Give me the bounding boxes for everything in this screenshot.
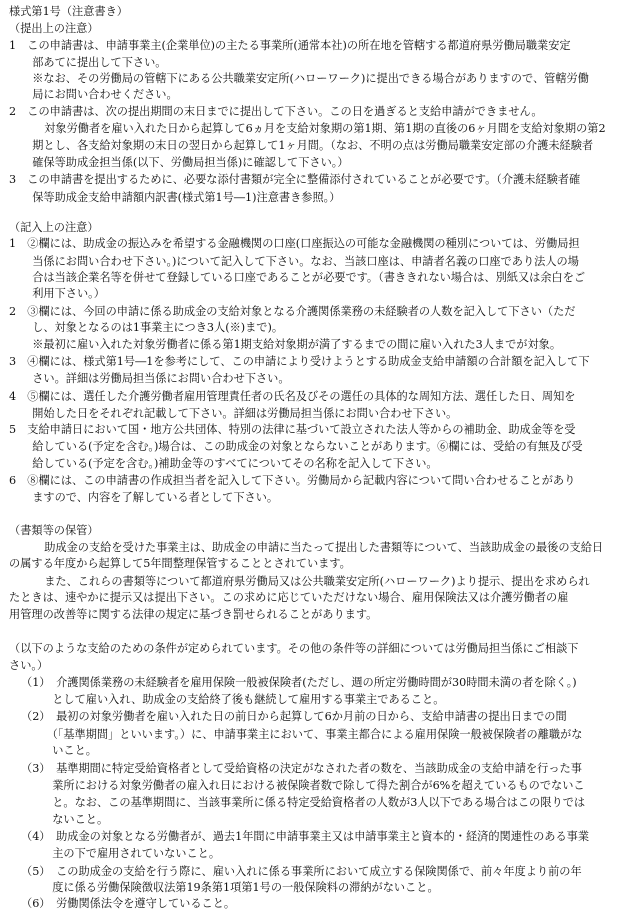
- text-line: さい。）: [9, 659, 49, 672]
- text-line: （5） この助成金の支給を行う際に、雇い入れに係る事業所において成立する保険関係で、前々年度より前の年: [21, 865, 582, 878]
- text-line: 部あてに提出して下さい。: [21, 56, 167, 69]
- text-line: ないこと。: [41, 813, 109, 826]
- text-line: ※なお、その労働局の管轄下にある公共職業安定所(ハローワーク)に提出できる場合がありますので、管轄労働: [21, 72, 589, 85]
- text-line: 4 ⑤欄には、選任した介護労働者雇用管理責任者の氏名及びその選任の具体的な周知方法、選任した日、周知を: [9, 390, 576, 403]
- text-line: 局にお問い合わせください。: [21, 88, 178, 101]
- text-line: 期とし、各支給対象期の末日の翌日から起算して1ヶ月間。（なお、不明の点は労働局職業安定部の介護未経験者: [21, 139, 594, 152]
- text-line: 業所における対象労働者の雇入れ日における被保険者数で除して得た割合が6%を超えているものでないこ: [41, 779, 585, 792]
- text-line: （以下のような支給のための条件が定められています。その他の条件等の詳細については労働局担当係にご相談下: [9, 642, 579, 655]
- text-line: 3 この申請書を提出するために、必要な添付書類が完全に整備添付されていることが必要です。（介護未経験者確: [9, 173, 581, 186]
- text-line: 2 この申請書は、次の提出期間の末日までに提出して下さい。この日を過ぎると支給申請ができません。: [9, 105, 543, 118]
- text-line: （6） 労働関係法令を遵守していること。: [21, 897, 236, 910]
- text-line: 用管理の改善等に関する法律の規定に基づき罰せられることがあります。: [9, 608, 378, 621]
- text-line: （3） 基準期間に特定受給資格者として受給資格の決定がなされた者の数を、当該助成金の支給申請を行った事: [21, 762, 582, 775]
- text-line: 対象労働者を雇い入れた日から起算して6ヵ月を支給対象期の第1期、第1期の直後の6ヶ月間を支給対象期の第2: [33, 122, 606, 135]
- text-line: （4） 助成金の対象となる労働者が、過去1年間に申請事業主又は申請事業主と資本的・経済的関連性のある事業: [21, 830, 590, 843]
- text-line: （書類等の保管）: [9, 524, 99, 537]
- text-line: 3 ④欄には、様式第1号―1を参考にして、この申請により受けようとする助成金支給申請額の合計額を記入して下: [9, 355, 590, 368]
- text-line: （1） 介護関係業務の未経験者を雇用保険一般被保険者(ただし、週の所定労働時間が30時間未満の者を除く。): [21, 676, 577, 689]
- text-line: ※最初に雇い入れた対象労働者に係る第1期支給対象期が満了するまでの間に雇い入れた3人までが対象。: [21, 338, 562, 351]
- text-line: 給している(予定を含む。)場合は、この助成金の対象とならないことがあります。⑥欄には、受給の有無及び受: [21, 440, 583, 453]
- text-line: ますので、内容を了解している者として下さい。: [21, 491, 279, 504]
- text-line: 開始した日をそれぞれ記載して下さい。詳細は労働局担当係にお問い合わせ下さい。: [21, 407, 458, 420]
- text-line: 2 ③欄には、今回の申請に係る助成金の支給対象となる介護関係業務の未経験者の人数を記入して下さい（ただ: [9, 305, 576, 318]
- text-line: として雇い入れ、助成金の支給終了後も継続して雇用する事業主であること。: [41, 693, 445, 706]
- text-line: たときは、速やかに提示又は提出下さい。この求めに応じていただけない場合、雇用保険法又は介護労働者の雇: [9, 591, 569, 604]
- text-line: 1 この申請書は、申請事業主(企業単位)の主たる事業所(通常本社)の所在地を管轄する都道府県労働局職業安定: [9, 39, 571, 52]
- text-line: 5 支給申請日において国・地方公共団体、特別の法律に基づいて設立された法人等からの補助金、助成金等を受: [9, 423, 576, 436]
- text-line: 1 ②欄には、助成金の振込みを希望する金融機関の口座(口座振込の可能な金融機関の種別については、労働局担: [9, 237, 580, 250]
- text-line: 6 ⑧欄には、この申請書の作成担当者を記入して下さい。労働局から記載内容について問い合わせることがあり: [9, 474, 576, 487]
- text-line: いこと。: [41, 744, 97, 757]
- text-line: 合は当該企業名等を併せて登録している口座であることが必要です。（書ききれない場合は、別紙又は余白をご: [21, 271, 586, 284]
- text-line: 当係にお問い合わせ下さい。)について記入して下さい。なお、当該口座は、申請者名義の口座であり法人の場: [21, 255, 579, 268]
- text-line: 利用下さい。）: [21, 287, 105, 300]
- text-line: 度に係る労働保険徴収法第19条第1項第1号の一般保険料の滞納がないこと。: [41, 881, 439, 894]
- text-line: さい。詳細は労働局担当係にお問い合わせ下さい。: [21, 372, 290, 385]
- text-line: （記入上の注意）: [9, 221, 99, 234]
- text-line: 給している(予定を含む。)補助金等のすべてについてその名称を記入して下さい。: [21, 457, 438, 470]
- text-line: 様式第1号（注意書き）: [9, 5, 128, 18]
- text-line: （「基準期間」といいます。）に、申請事業主において、事業主都合による雇用保険一般被保険者の離職がな: [41, 728, 583, 741]
- text-line: また、これらの書類等について都道府県労働局又は公共職業安定所(ハローワーク)より提示、提出を求められ: [33, 575, 590, 588]
- text-line: の属する年度から起算して5年間整理保管することとされています。: [9, 557, 351, 570]
- text-line: 主の下で雇用されていないこと。: [41, 847, 221, 860]
- text-line: （提出上の注意）: [9, 22, 99, 35]
- text-line: 確保等助成金担当係(以下、労働局担当係)に確認して下さい。）: [21, 156, 349, 169]
- text-line: し、対象となるのは1事業主につき3人(※)まで)。: [21, 321, 284, 334]
- text-line: 保等助成金支給申請額内訳書(様式第1号―1)注意書き参照。）: [21, 191, 341, 204]
- text-line: と。なお、この基準期間に、当該事業所に係る特定受給資格者の人数が3人以下である場合はこの限りでは: [41, 796, 586, 809]
- text-line: （2） 最初の対象労働者を雇い入れた日の前日から起算して6か月前の日から、支給申請書の提出日までの間: [21, 710, 567, 723]
- text-line: 助成金の支給を受けた事業主は、助成金の申請に当たって提出した書類等について、当該助成金の最後の支給日: [33, 541, 604, 554]
